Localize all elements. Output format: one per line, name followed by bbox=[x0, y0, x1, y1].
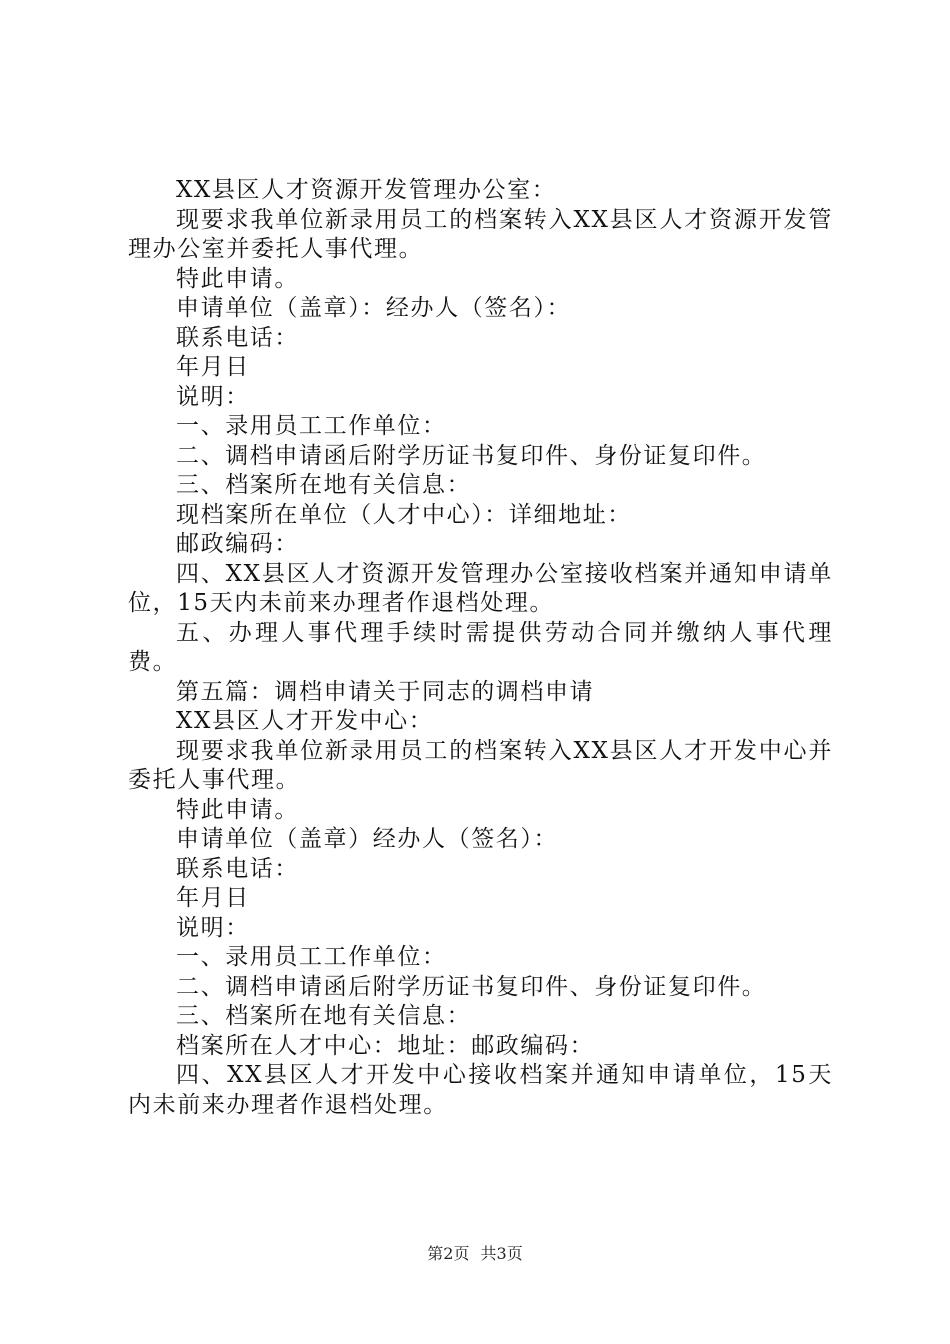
paragraph: 三、档案所在地有关信息： bbox=[176, 1003, 472, 1029]
page-total: 共3页 bbox=[480, 1244, 523, 1263]
paragraph: 现档案所在单位（人才中心）：详细地址： bbox=[176, 501, 632, 528]
paragraph: 二、调档申请函后附学历证书复印件、身份证复印件。 bbox=[176, 973, 767, 1000]
paragraph: 一、录用员工工作单位： bbox=[176, 413, 447, 439]
paragraph: 档案所在人才中心：地址：邮政编码： bbox=[176, 1032, 595, 1059]
paragraph: 邮政编码： bbox=[176, 531, 299, 557]
page-footer bbox=[0, 1244, 950, 1264]
paragraph: 二、调档申请函后附学历证书复印件、身份证复印件。 bbox=[176, 442, 767, 469]
page-number: 第2页 bbox=[427, 1244, 470, 1263]
paragraph: 现要求我单位新录用员工的档案转入XX县区人才资源开发管理办公室并委托人事代理。 bbox=[128, 206, 833, 262]
section-heading: 第五篇：调档申请关于同志的调档申请 bbox=[176, 678, 595, 705]
paragraph: 说明： bbox=[176, 914, 250, 941]
paragraph: 申请单位（盖章）经办人（签名）： bbox=[176, 826, 559, 852]
paragraph: XX县区人才开发中心： bbox=[176, 708, 434, 734]
paragraph: 年月日 bbox=[176, 354, 250, 380]
paragraph: 三、档案所在地有关信息： bbox=[176, 472, 472, 498]
paragraph: 四、XX县区人才开发中心接收档案并通知申请单位，15天内未前来办理者作退档处理。 bbox=[128, 1062, 833, 1118]
document-body bbox=[128, 176, 833, 1120]
paragraph: 现要求我单位新录用员工的档案转入XX县区人才开发中心并委托人事代理。 bbox=[128, 737, 833, 793]
paragraph: 四、XX县区人才资源开发管理办公室接收档案并通知申请单位，15天内未前来办理者作退档处理。 bbox=[128, 560, 833, 616]
paragraph: 联系电话： bbox=[176, 855, 299, 882]
paragraph: 年月日 bbox=[176, 885, 250, 911]
paragraph: 说明： bbox=[176, 383, 250, 410]
paragraph: 特此申请。 bbox=[176, 796, 299, 823]
paragraph: 联系电话： bbox=[176, 324, 299, 351]
paragraph: XX县区人才资源开发管理办公室： bbox=[176, 177, 557, 203]
paragraph: 五、办理人事代理手续时需提供劳动合同并缴纳人事代理费。 bbox=[128, 619, 833, 675]
paragraph: 申请单位（盖章）：经办人（签名）： bbox=[176, 295, 572, 321]
paragraph: 一、录用员工工作单位： bbox=[176, 944, 447, 970]
paragraph: 特此申请。 bbox=[176, 265, 299, 292]
